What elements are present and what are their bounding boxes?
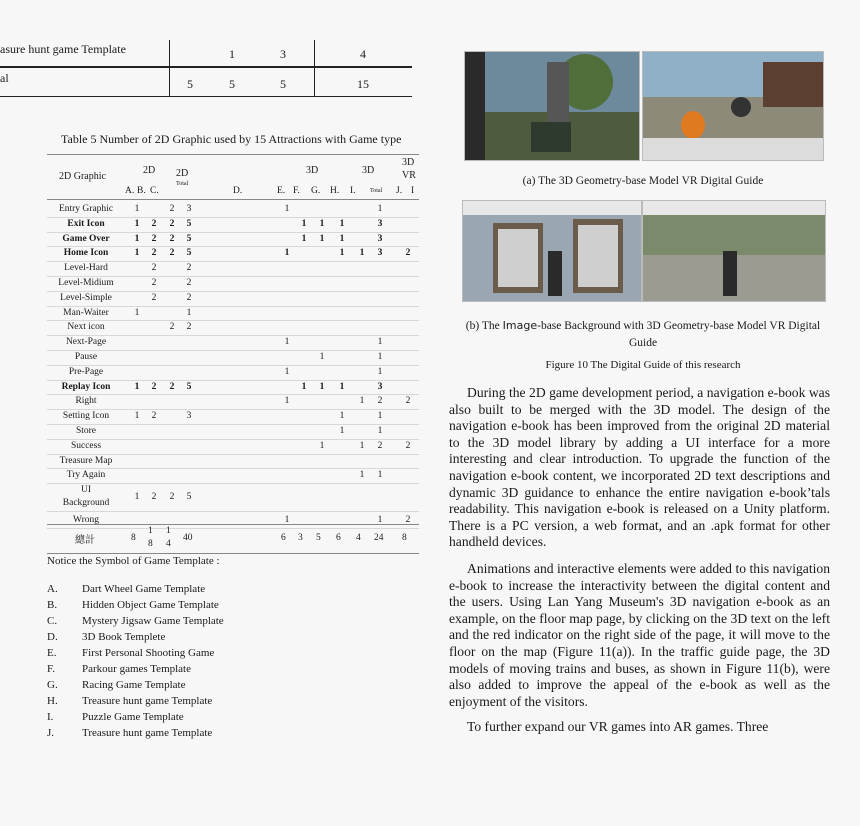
notice-text: Dart Wheel Game Template: [82, 583, 206, 595]
row-label: Pre-Page: [68, 366, 104, 377]
notice-title: Notice the Symbol of Game Template :: [47, 555, 220, 567]
table-cell: 1: [134, 307, 140, 318]
table-row: [47, 350, 419, 366]
table-cell: 1: [359, 440, 365, 451]
row-label: UI: [80, 485, 92, 496]
table-cell: 1: [339, 381, 345, 392]
row-label: Try Again: [66, 470, 106, 481]
row-label: Wrong: [73, 515, 99, 525]
table-row: [47, 468, 419, 484]
paragraph-text: During the 2D game development period, a navigation e-book was also built to be merged with the 3D model. The design of the navigation e-book has been improved from the original 2D material to the 3D model library by adding a UI interface for a more interesting and clear introduction. To upgrade the function of the navigation e-book content, we incorporated 2D text descriptions and dynamic 3D guidance to enhance the entire navigation e-book’tals readability. This navigation e-book is released on a Unity platform. There is a PC version, a web format, and an .apk format for other handheld devices.: [449, 385, 830, 550]
table-cell: 1: [134, 204, 140, 214]
table-cell: 1: [134, 381, 140, 392]
table-cell: 1: [284, 337, 290, 348]
table-cell: 1: [377, 337, 383, 348]
row-label: Success: [70, 440, 102, 451]
table-cell: 2: [186, 278, 192, 288]
total-cell: 8: [131, 533, 136, 543]
table-cell: 1: [377, 411, 383, 422]
notice-text: Treasure hunt game Template: [82, 695, 213, 707]
table-row: [47, 232, 419, 248]
table-cell: 2: [151, 278, 157, 288]
figure-image-a-right: [642, 51, 824, 161]
table-cell: 1: [359, 396, 365, 407]
notice-text: 3D Book Templete: [82, 631, 166, 643]
total-cell: 3: [298, 533, 303, 543]
notice-letter: B.: [47, 599, 58, 611]
caption-b-text-3: Guide: [628, 337, 658, 349]
notice-text: Mystery Jigsaw Game Template: [82, 615, 224, 627]
table-cell: 2: [169, 204, 175, 214]
table-cell: 1: [339, 426, 345, 436]
letter-h: H.: [330, 186, 340, 196]
row-label: Game Over: [62, 233, 110, 244]
total-cell: 4: [166, 539, 171, 549]
table-row: [47, 380, 419, 396]
table-cell: 1: [377, 426, 383, 436]
notice-text: Puzzle Game Template: [82, 711, 184, 723]
notice-text: Hidden Object Game Template: [82, 599, 219, 611]
table-cell: 3: [186, 204, 192, 214]
header-vr: VR: [402, 170, 416, 181]
table-cell: 1: [319, 440, 325, 451]
header-3d: 3D: [306, 165, 319, 176]
table-cell: 1: [319, 218, 325, 229]
table-cell: 1: [134, 233, 140, 244]
table-cell: 2: [405, 515, 411, 525]
row-label-second: Background: [62, 498, 110, 509]
notice-letter: J.: [47, 727, 55, 739]
notice-text: First Personal Shooting Game: [82, 647, 215, 659]
letter-c: C.: [150, 186, 159, 196]
table-cell: 1: [319, 381, 325, 392]
cell: 4: [360, 47, 366, 61]
notice-text: Parkour games Template: [82, 663, 191, 675]
table-cell: 2: [169, 322, 175, 333]
notice-text: Treasure hunt game Template: [82, 727, 213, 739]
letter-a: A.: [125, 186, 135, 196]
screenshot-museum-hall: [463, 201, 641, 301]
caption-b-text-1: The: [481, 320, 500, 332]
table-header: [47, 154, 419, 200]
total-cell: 1: [166, 526, 171, 536]
table-cell: 1: [377, 366, 383, 377]
letter-i-cut: I: [411, 186, 415, 196]
cell: 5: [187, 77, 193, 91]
table-cell: 1: [377, 352, 383, 362]
letter-j: J.: [396, 186, 403, 196]
screenshot-vr-garden: [465, 52, 639, 160]
row-label: Right: [75, 396, 97, 407]
row-label: Store: [75, 426, 97, 436]
total-cell: 4: [356, 533, 361, 543]
header-2d-total: 2D: [176, 168, 189, 179]
figure-image-b-right: [642, 200, 826, 302]
table-cell: 1: [339, 411, 345, 422]
header-total-small: Total: [176, 181, 189, 187]
table-row: [47, 306, 419, 322]
paragraph-text: To further expand our VR games into AR games. Three: [467, 719, 769, 734]
notice-letter: I.: [47, 711, 54, 723]
table-cell: 5: [186, 492, 192, 503]
header-total-small-b: Total: [370, 188, 383, 194]
cell: 1: [229, 47, 235, 61]
table-cell: 1: [284, 515, 290, 525]
row-label: Pause: [74, 352, 98, 362]
letter-d: D.: [233, 186, 243, 196]
table-row: [47, 217, 419, 233]
table-cell: 2: [151, 411, 157, 422]
table-row: [47, 439, 419, 455]
table-cell: 2: [169, 492, 175, 503]
table-cell: 2: [151, 233, 157, 244]
total-cell: 6: [281, 533, 286, 543]
notice-text: Racing Game Template: [82, 679, 186, 691]
screenshot-vr-character: [643, 52, 823, 160]
table-cell: 1: [339, 218, 345, 229]
row-label: Man-Waiter: [63, 307, 109, 318]
table-cell: 2: [151, 492, 157, 503]
table-cell: 2: [377, 440, 383, 451]
table-cell: 2: [169, 381, 175, 392]
top-table-rule: [0, 96, 412, 97]
notice-letter: G.: [47, 679, 58, 691]
table-row: [47, 483, 419, 512]
row-label: Level-Hard: [64, 263, 108, 274]
table-caption: Table 5 Number of 2D Graphic used by 15 Attractions with Game type: [61, 132, 402, 146]
table-cell: 1: [134, 411, 140, 422]
cell: 15: [357, 77, 369, 91]
table-row: [47, 291, 419, 307]
table-cell: 1: [134, 492, 140, 503]
caption-b-text-2: -base Background with 3D Geometry-base Model VR Digital: [537, 320, 821, 332]
table-cell: 2: [405, 248, 411, 259]
row-label: Next-Page: [65, 337, 107, 348]
letter-b: B.: [137, 186, 146, 196]
header-2d: 2D: [143, 165, 156, 176]
top-table-divider: [169, 40, 170, 97]
table-cell: 3: [377, 248, 383, 259]
table-cell: 5: [186, 233, 192, 244]
table-cell: 1: [319, 233, 325, 244]
paragraph-2: [449, 561, 830, 710]
table-row: [47, 320, 419, 336]
letter-f: F.: [293, 186, 300, 196]
figure-title: Figure 10 The Digital Guide of this research: [545, 359, 741, 371]
row-label: Level-Midium: [58, 278, 114, 288]
table-cell: 2: [151, 218, 157, 229]
row-label: Replay Icon: [61, 381, 111, 392]
total-cell: 1: [148, 526, 153, 536]
table-cell: 2: [186, 263, 192, 274]
cell: 3: [280, 47, 286, 61]
total-cell: 5: [316, 533, 321, 543]
table-row: [47, 394, 419, 410]
table-cell: 3: [186, 411, 192, 422]
table-row: [47, 454, 419, 470]
paragraph-text: Animations and interactive elements were added to this navigation e-book to increase the interactivity between the digital content and the users. Using Lan Yang Museum's 3D navigation e-book as an example, on the floor map page, by clicking on the 3D text on the left and the red indicator on the right side of the page, it will move to the floor on the map (Figure 11(a)). In the traffic guide page, the 3D models of moving trains and buses, as shown in Figure 11(b), were also added to improve the appeal of the e-book as well as the enjoyment of the visitors.: [449, 561, 830, 709]
table-cell: 2: [377, 396, 383, 407]
notice-letter: C.: [47, 615, 58, 627]
row-label: Home Icon: [63, 248, 109, 259]
row-label: al: [0, 71, 9, 85]
figure-image-b-left: [462, 200, 642, 302]
table-row: [47, 424, 419, 440]
table-cell: 2: [169, 248, 175, 259]
header-graphic: 2D Graphic: [59, 171, 106, 182]
table-cell: 2: [151, 292, 157, 303]
notice-letter: F.: [47, 663, 55, 675]
table-cell: 1: [284, 204, 290, 214]
table-cell: 1: [301, 233, 307, 244]
caption-a-prefix: (a): [522, 175, 536, 187]
table-cell: 2: [151, 263, 157, 274]
cell: 5: [280, 77, 286, 91]
table-cell: 1: [284, 248, 290, 259]
cell: 5: [229, 77, 235, 91]
notice-letter: D.: [47, 631, 58, 643]
caption-a-text: The 3D Geometry-base Model VR Digital Guide: [538, 175, 764, 187]
caption-b-image-word: Image: [502, 319, 538, 332]
table-row: [47, 335, 419, 351]
table-cell: 1: [339, 248, 345, 259]
table-cell: 2: [186, 292, 192, 303]
table-cell: 1: [134, 218, 140, 229]
table-cell: 1: [359, 470, 365, 481]
row-label: Level-Simple: [60, 292, 112, 303]
table-cell: 3: [377, 218, 383, 229]
paragraph-1: [449, 385, 830, 551]
letter-e: E.: [277, 186, 286, 196]
total-cell: 8: [402, 533, 407, 543]
row-label: Next icon: [67, 322, 105, 333]
table-cell: 1: [377, 470, 383, 481]
paragraph-3: [449, 719, 830, 739]
table-cell: 1: [339, 233, 345, 244]
notice-letter: E.: [47, 647, 57, 659]
row-label: Treasure Map: [59, 455, 113, 466]
table-row: [47, 261, 419, 277]
figure-image-a-left: [464, 51, 640, 161]
table-cell: 5: [186, 381, 192, 392]
table-cell: 1: [377, 515, 383, 525]
notice-letter: H.: [47, 695, 58, 707]
table-cell: 1: [301, 381, 307, 392]
letter-i: I.: [350, 186, 356, 196]
header-3d-vr: 3D: [402, 157, 415, 168]
table-row: [47, 276, 419, 292]
table-cell: 2: [405, 440, 411, 451]
header-3d-b: 3D: [362, 165, 375, 176]
table-row: [47, 202, 419, 218]
total-cell: 24: [374, 533, 384, 543]
table-cell: 1: [284, 396, 290, 407]
caption-b-prefix: (b): [465, 320, 480, 332]
table-cell: 3: [377, 233, 383, 244]
total-cell: 40: [183, 533, 193, 543]
table-cell: 1: [301, 218, 307, 229]
table-row: [47, 365, 419, 381]
table-cell: 2: [405, 396, 411, 407]
table-cell: 1: [134, 248, 140, 259]
table-cell: 5: [186, 248, 192, 259]
row-label: Setting Icon: [62, 411, 110, 422]
table-total-row: [47, 524, 419, 554]
table-cell: 2: [151, 381, 157, 392]
table-cell: 1: [319, 352, 325, 362]
table-cell: 1: [377, 204, 383, 214]
table-cell: 1: [186, 307, 192, 318]
table-cell: 2: [186, 322, 192, 333]
screenshot-street: [643, 201, 825, 301]
letter-g: G.: [311, 186, 321, 196]
table-row: [47, 409, 419, 425]
table-cell: 5: [186, 218, 192, 229]
table-cell: 2: [169, 218, 175, 229]
table-cell: 1: [284, 366, 290, 377]
table-row: [47, 246, 419, 262]
table-cell: 2: [169, 233, 175, 244]
row-label: Entry Graphic: [58, 204, 114, 214]
table-cell: 3: [377, 381, 383, 392]
row-label: asure hunt game Template: [0, 42, 126, 56]
notice-letter: A.: [47, 583, 58, 595]
total-cell: 8: [148, 539, 153, 549]
total-label: 總計: [75, 535, 95, 546]
table-cell: 2: [151, 248, 157, 259]
figure-caption-b: [462, 317, 824, 352]
top-table-rule: [0, 66, 412, 68]
row-label: Exit Icon: [67, 218, 105, 229]
top-table-divider: [314, 40, 315, 97]
total-cell: 6: [336, 533, 341, 543]
figure-caption-a: [462, 175, 824, 187]
table-cell: 1: [359, 248, 365, 259]
